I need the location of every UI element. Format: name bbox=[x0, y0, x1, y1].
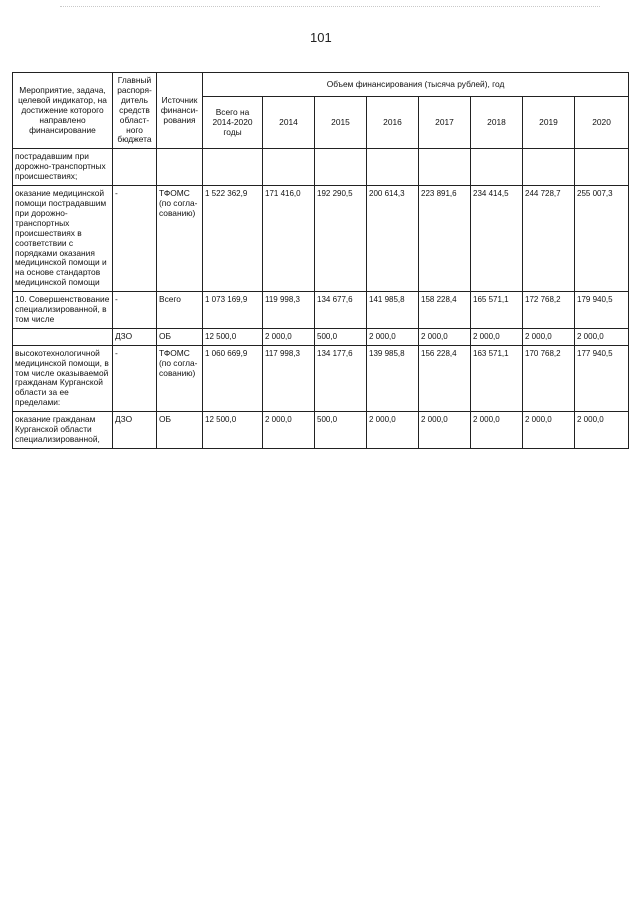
header-year: 2015 bbox=[315, 97, 367, 149]
row-value: 2 000,0 bbox=[367, 412, 419, 449]
row-value bbox=[419, 149, 471, 186]
row-value: 141 985,8 bbox=[367, 292, 419, 329]
row-value bbox=[263, 149, 315, 186]
row-value: 500,0 bbox=[315, 328, 367, 345]
row-value: 192 290,5 bbox=[315, 186, 367, 292]
row-value: 2 000,0 bbox=[471, 412, 523, 449]
header-year: 2019 bbox=[523, 97, 575, 149]
row-source: ОБ bbox=[157, 412, 203, 449]
header-volume: Объем финансирования (тысяча рублей), год bbox=[203, 73, 629, 97]
financing-table bbox=[12, 72, 629, 449]
row-value: 2 000,0 bbox=[575, 412, 629, 449]
row-total bbox=[203, 149, 263, 186]
row-value: 223 891,6 bbox=[419, 186, 471, 292]
header-manager: Главный распоря-дитель средств област-ного бюджета bbox=[113, 73, 157, 149]
row-value: 170 768,2 bbox=[523, 345, 575, 411]
row-value: 158 228,4 bbox=[419, 292, 471, 329]
header-event: Мероприятие, задача, целевой индикатор, на достижение которого направлено финансирование bbox=[13, 73, 113, 149]
row-value: 117 998,3 bbox=[263, 345, 315, 411]
row-value: 171 416,0 bbox=[263, 186, 315, 292]
row-total: 12 500,0 bbox=[203, 412, 263, 449]
row-event bbox=[13, 328, 113, 345]
row-value: 156 228,4 bbox=[419, 345, 471, 411]
row-value: 165 571,1 bbox=[471, 292, 523, 329]
row-value bbox=[315, 149, 367, 186]
row-source: ТФОМС (по согла-сованию) bbox=[157, 345, 203, 411]
row-value: 172 768,2 bbox=[523, 292, 575, 329]
row-value: 200 614,3 bbox=[367, 186, 419, 292]
row-value: 2 000,0 bbox=[471, 328, 523, 345]
row-manager: ДЗО bbox=[113, 412, 157, 449]
row-total: 12 500,0 bbox=[203, 328, 263, 345]
row-manager: - bbox=[113, 186, 157, 292]
row-manager: - bbox=[113, 292, 157, 329]
header-year: 2014 bbox=[263, 97, 315, 149]
table-row bbox=[13, 149, 629, 186]
row-total: 1 060 669,9 bbox=[203, 345, 263, 411]
row-value: 234 414,5 bbox=[471, 186, 523, 292]
row-event: высокотехнологичной медицинской помощи, в том числе оказываемой гражданам Курганской области за ее пределами: bbox=[13, 345, 113, 411]
row-event: оказание медицинской помощи пострадавшим при дорожно-транспортных происшествиях в соответствии с порядками оказания медицинской помощи и на основе стандартов медицинской помощи bbox=[13, 186, 113, 292]
scan-artifact-dots bbox=[60, 6, 600, 10]
header-year: 2018 bbox=[471, 97, 523, 149]
row-value: 139 985,8 bbox=[367, 345, 419, 411]
row-value: 2 000,0 bbox=[575, 328, 629, 345]
row-value bbox=[471, 149, 523, 186]
row-value: 2 000,0 bbox=[367, 328, 419, 345]
row-value bbox=[367, 149, 419, 186]
page-number: 101 bbox=[310, 30, 332, 45]
row-total: 1 073 169,9 bbox=[203, 292, 263, 329]
row-event: оказание гражданам Курганской области специализированной, bbox=[13, 412, 113, 449]
row-value: 2 000,0 bbox=[419, 412, 471, 449]
row-value bbox=[523, 149, 575, 186]
row-value: 177 940,5 bbox=[575, 345, 629, 411]
table-row bbox=[13, 292, 629, 329]
header-year: 2020 bbox=[575, 97, 629, 149]
row-event: пострадавшим при дорожно-транспортных происшествиях; bbox=[13, 149, 113, 186]
header-year: 2017 bbox=[419, 97, 471, 149]
header-total: Всего на 2014-2020 годы bbox=[203, 97, 263, 149]
row-total: 1 522 362,9 bbox=[203, 186, 263, 292]
row-source: ОБ bbox=[157, 328, 203, 345]
row-source: Всего bbox=[157, 292, 203, 329]
row-value: 163 571,1 bbox=[471, 345, 523, 411]
table-row bbox=[13, 186, 629, 292]
row-source: ТФОМС (по согла-сованию) bbox=[157, 186, 203, 292]
row-value: 119 998,3 bbox=[263, 292, 315, 329]
row-source bbox=[157, 149, 203, 186]
row-manager: ДЗО bbox=[113, 328, 157, 345]
row-manager: - bbox=[113, 345, 157, 411]
row-value bbox=[575, 149, 629, 186]
header-year: 2016 bbox=[367, 97, 419, 149]
row-value: 2 000,0 bbox=[263, 328, 315, 345]
row-manager bbox=[113, 149, 157, 186]
table-row bbox=[13, 412, 629, 449]
row-event: 10. Совершенствование специализированной, в том числе bbox=[13, 292, 113, 329]
row-value: 179 940,5 bbox=[575, 292, 629, 329]
row-value: 2 000,0 bbox=[419, 328, 471, 345]
row-value: 2 000,0 bbox=[523, 328, 575, 345]
row-value: 2 000,0 bbox=[523, 412, 575, 449]
row-value: 244 728,7 bbox=[523, 186, 575, 292]
row-value: 500,0 bbox=[315, 412, 367, 449]
table-row bbox=[13, 328, 629, 345]
header-source: Источник финанси-рования bbox=[157, 73, 203, 149]
row-value: 2 000,0 bbox=[263, 412, 315, 449]
row-value: 134 677,6 bbox=[315, 292, 367, 329]
table-row bbox=[13, 345, 629, 411]
row-value: 255 007,3 bbox=[575, 186, 629, 292]
header-row-1 bbox=[13, 73, 629, 97]
row-value: 134 177,6 bbox=[315, 345, 367, 411]
